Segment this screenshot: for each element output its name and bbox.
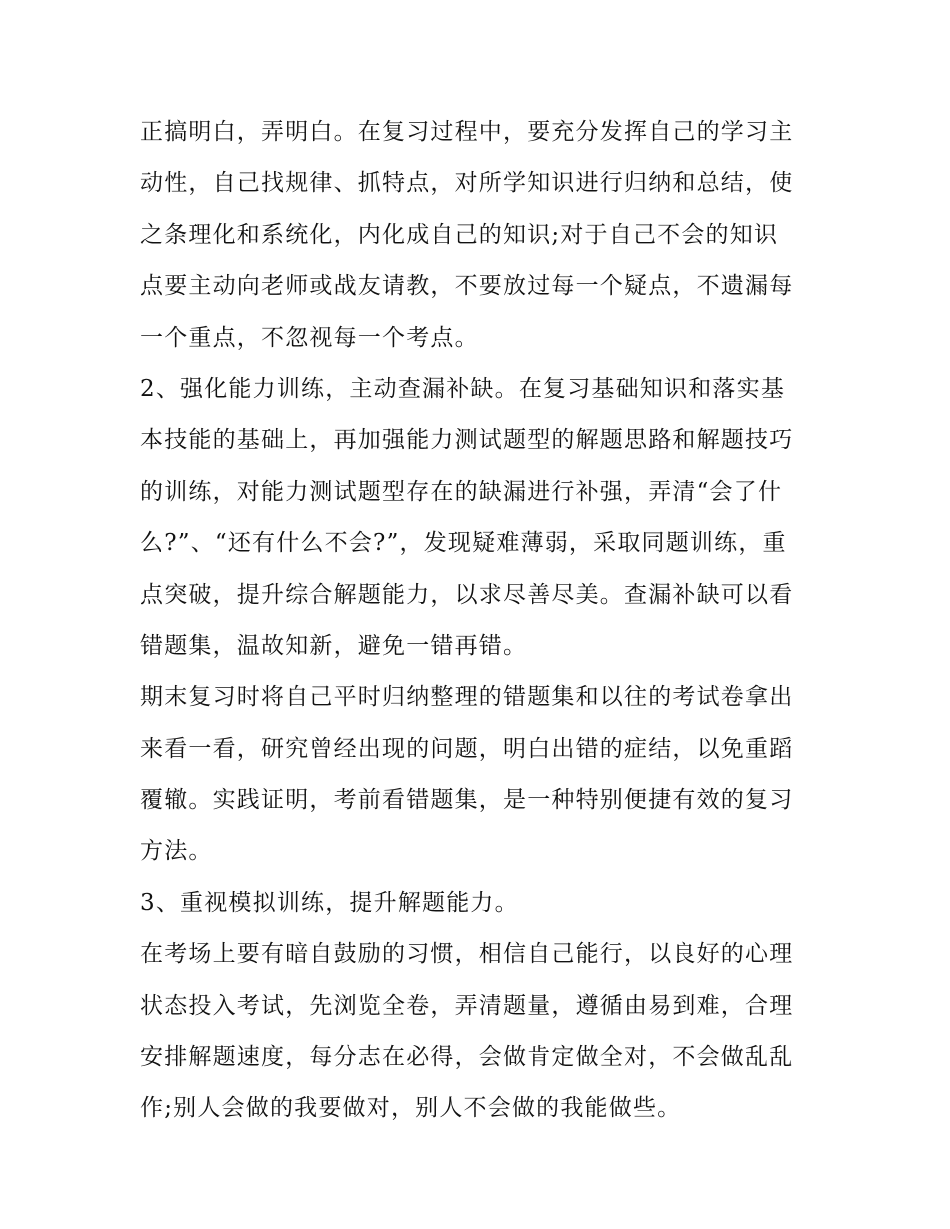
text-line: 正搞明白，弄明白。在复习过程中，要充分发挥自己的学习主	[140, 119, 794, 145]
text-line: 本技能的基础上，再加强能力测试题型的解题思路和解题技巧	[140, 427, 794, 454]
text-line: 方法。	[140, 838, 213, 865]
text-line: 状态投入考试，先浏览全卷，弄清题量，遵循由易到难，合理	[140, 992, 794, 1019]
text-line: 来看一看，研究曾经出现的问题，明白出错的症结，以免重蹈	[140, 735, 794, 762]
text-line: 点要主动向老师或战友请教，不要放过每一个疑点，不遗漏每	[140, 273, 794, 300]
text-line: 的训练，对能力测试题型存在的缺漏进行补强，弄清“会了什	[140, 478, 783, 505]
text-line: 一个重点，不忽视每一个考点。	[140, 324, 479, 351]
text-line: 么?”、“还有什么不会?”，发现疑难薄弱，采取同题训练，重	[140, 530, 787, 557]
text-line: 期末复习时将自己平时归纳整理的错题集和以往的考试卷拿出	[140, 684, 794, 711]
text-line: 点突破，提升综合解题能力，以求尽善尽美。查漏补缺可以看	[140, 581, 794, 608]
text-line: 覆辙。实践证明，考前看错题集，是一种特别便捷有效的复习	[140, 787, 794, 814]
text-line: 错题集，温故知新，避免一错再错。	[140, 632, 528, 659]
text-line: 在考场上要有暗自鼓励的习惯，相信自己能行，以良好的心理	[140, 941, 794, 968]
text-line: 安排解题速度，每分志在必得，会做肯定做全对，不会做乱乱	[140, 1044, 794, 1071]
text-line: 动性，自己找规律、抓特点，对所学知识进行归纳和总结，使	[140, 170, 794, 197]
text-line: 作;别人会做的我要做对，别人不会做的我能做些。	[140, 1095, 682, 1122]
document-body	[140, 107, 820, 1135]
text-line: 之条理化和系统化，内化成自己的知识;对于自己不会的知识	[140, 221, 779, 248]
section-heading-2: 2、强化能力训练，主动查漏补缺。在复习基础知识和落实基	[140, 375, 786, 402]
section-heading-3: 3、重视模拟训练，提升解题能力。	[140, 889, 519, 916]
